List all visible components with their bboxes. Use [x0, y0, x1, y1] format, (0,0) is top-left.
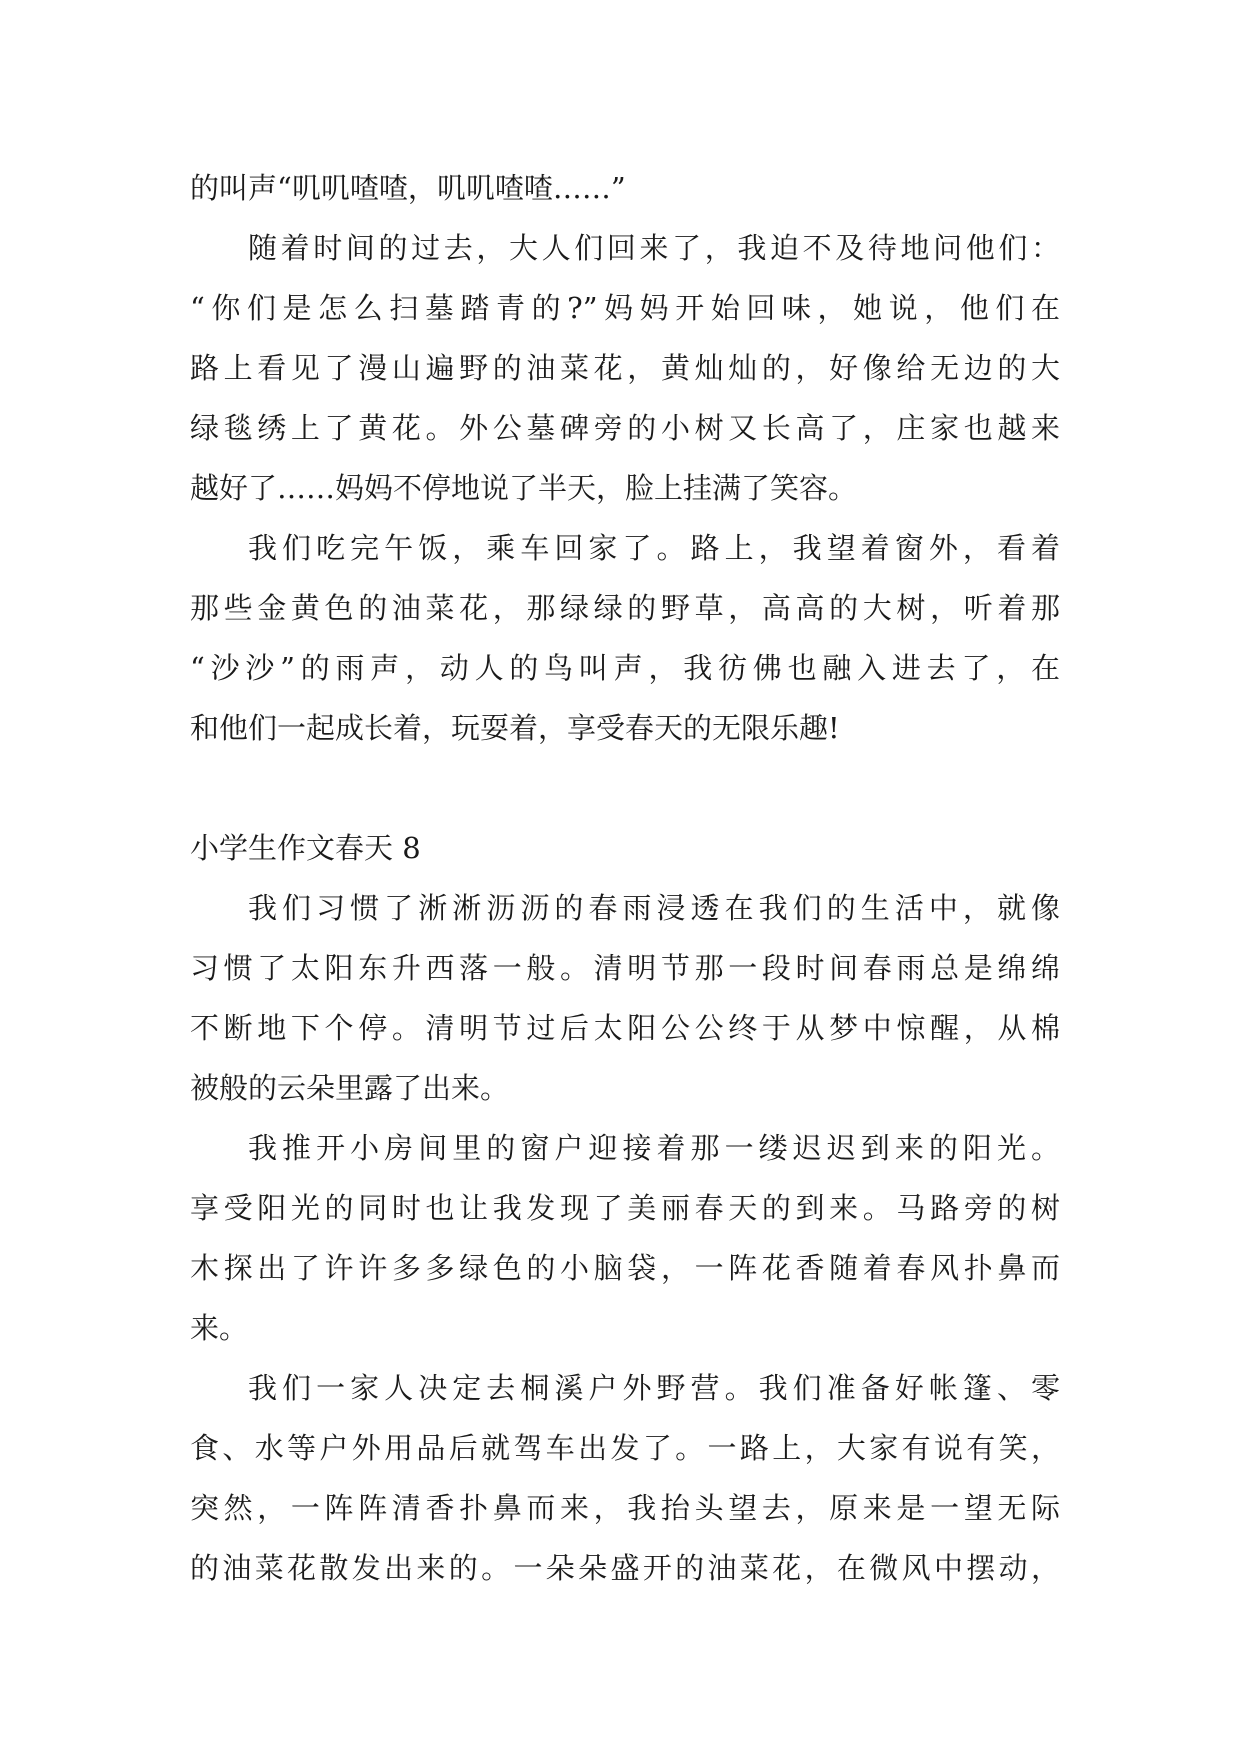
- text-line: 不断地下个停。清明节过后太阳公公终于从梦中惊醒，从棉: [190, 1011, 1060, 1045]
- section-title: 小学生作文春天 8: [190, 831, 421, 865]
- text-line: 来。: [190, 1311, 249, 1345]
- text-line: 突然，一阵阵清香扑鼻而来，我抬头望去，原来是一望无际: [190, 1491, 1060, 1525]
- text-line: 随着时间的过去，大人们回来了，我迫不及待地问他们：: [248, 231, 1060, 265]
- text-line: 绿毯绣上了黄花。外公墓碑旁的小树又长高了，庄家也越来: [190, 411, 1060, 445]
- section-gap: [190, 758, 1060, 818]
- paragraph: [190, 1358, 1060, 1598]
- text-line: 被般的云朵里露了出来。: [190, 1071, 510, 1105]
- text-line: 木探出了许许多多绿色的小脑袋，一阵花香随着春风扑鼻而: [190, 1251, 1060, 1285]
- text-line: 的油菜花散发出来的。一朵朵盛开的油菜花，在微风中摆动，: [190, 1551, 1060, 1585]
- text-line: 我们习惯了淅淅沥沥的春雨浸透在我们的生活中，就像: [248, 891, 1060, 925]
- text-line: 我推开小房间里的窗户迎接着那一缕迟迟到来的阳光。: [248, 1131, 1060, 1165]
- text-line: 那些金黄色的油菜花，那绿绿的野草，高高的大树，听着那: [190, 591, 1060, 625]
- text-line: 食、水等户外用品后就驾车出发了。一路上，大家有说有笑，: [190, 1431, 1060, 1465]
- text-line: “你们是怎么扫墓踏青的?”妈妈开始回味，她说，他们在: [190, 291, 1060, 325]
- paragraph: [190, 1118, 1060, 1358]
- text-line: “沙沙”的雨声，动人的鸟叫声，我彷佛也融入进去了，在: [190, 651, 1060, 685]
- paragraph: [190, 218, 1060, 518]
- text-line: 越好了……妈妈不停地说了半天，脸上挂满了笑容。: [190, 471, 858, 505]
- text-line: 习惯了太阳东升西落一般。清明节那一段时间春雨总是绵绵: [190, 951, 1060, 985]
- text-line: 的叫声“叽叽喳喳，叽叽喳喳……”: [190, 171, 626, 205]
- document-body: [190, 158, 1060, 1598]
- text-line: 享受阳光的同时也让我发现了美丽春天的到来。马路旁的树: [190, 1191, 1060, 1225]
- paragraph: [190, 878, 1060, 1118]
- text-line: 路上看见了漫山遍野的油菜花，黄灿灿的，好像给无边的大: [190, 351, 1060, 385]
- paragraph: [190, 518, 1060, 758]
- text-line: 和他们一起成长着，玩耍着，享受春天的无限乐趣!: [190, 711, 840, 745]
- text-line: 我们吃完午饭，乘车回家了。路上，我望着窗外，看着: [248, 531, 1060, 565]
- text-line: 我们一家人决定去桐溪户外野营。我们准备好帐篷、零: [248, 1371, 1060, 1405]
